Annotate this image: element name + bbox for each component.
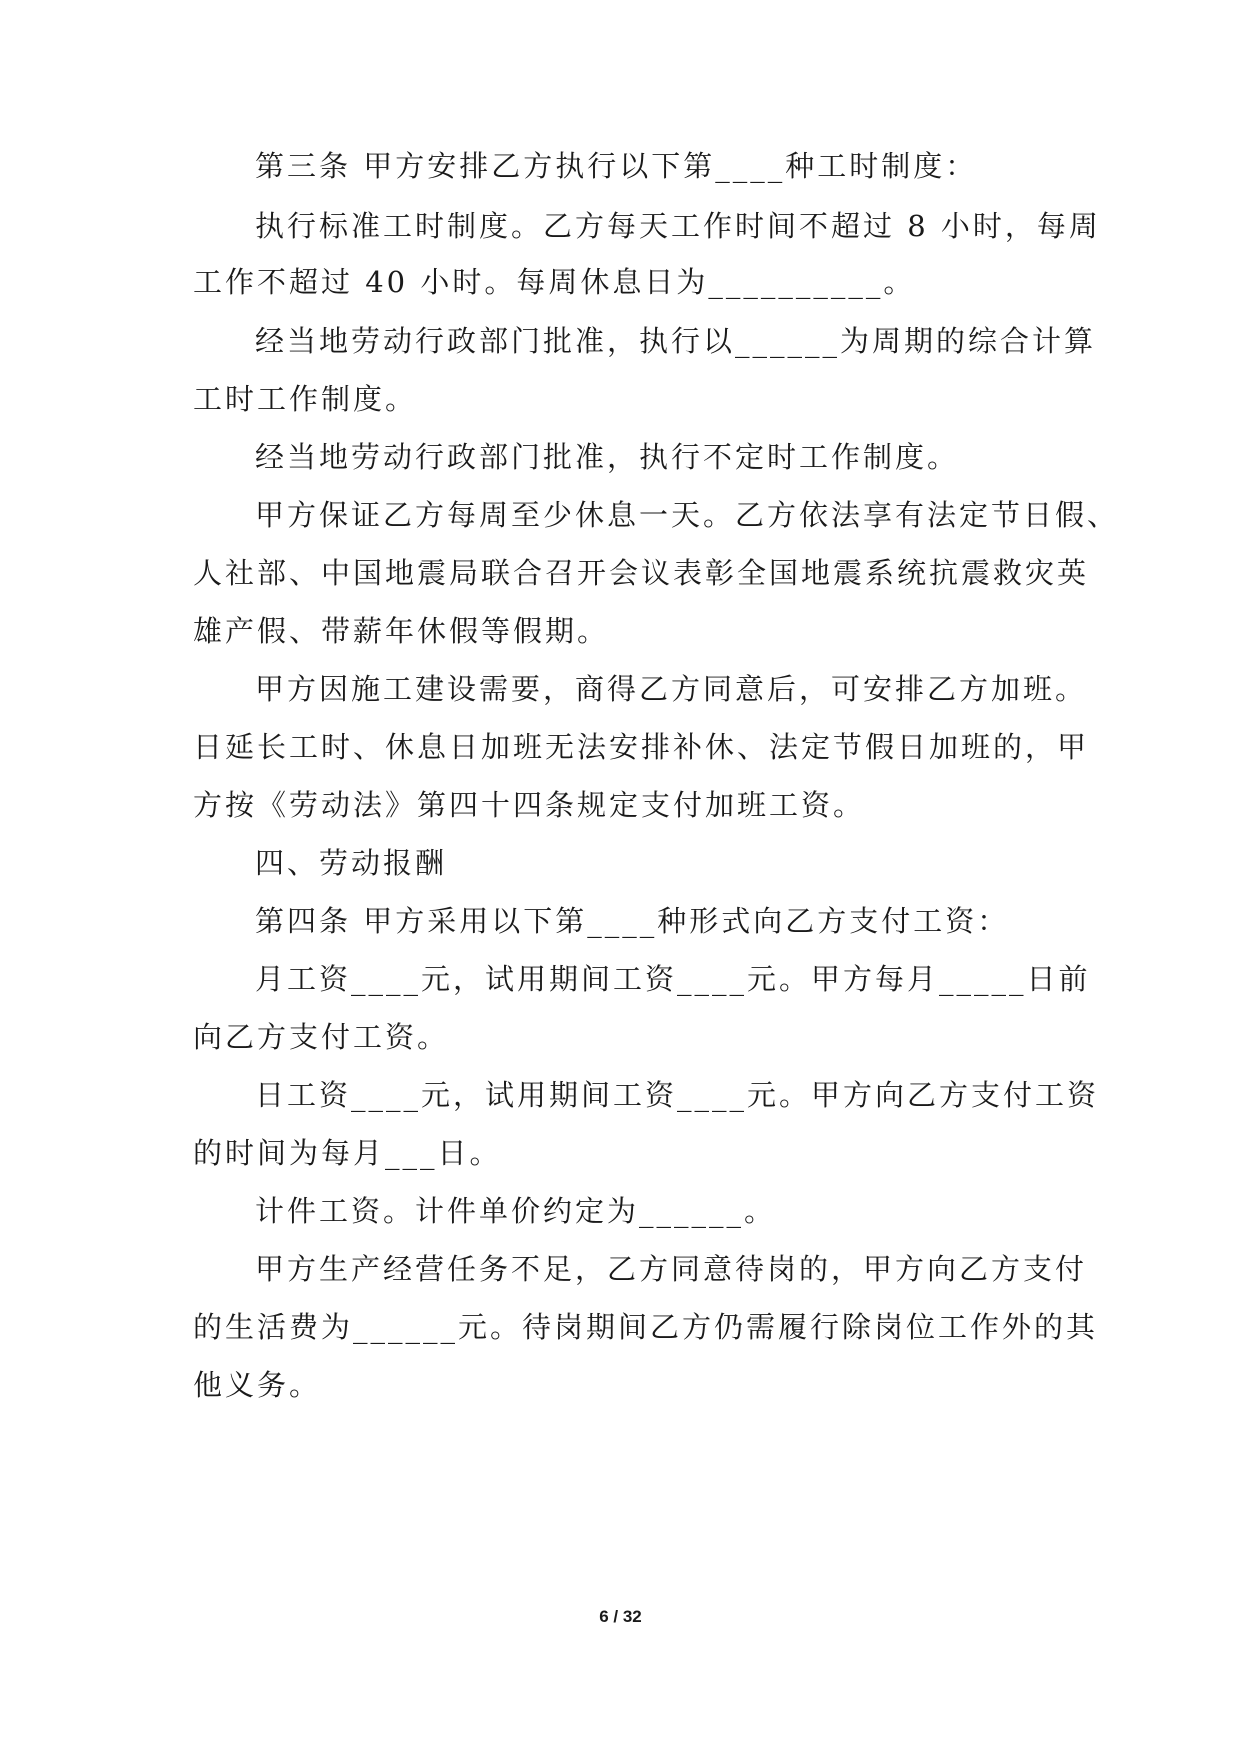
paragraph-line: 执行标准工时制度。乙方每天工作时间不超过 8 小时，每周	[255, 209, 1101, 243]
paragraph-line: 甲方生产经营任务不足，乙方同意待岗的，甲方向乙方支付	[255, 1252, 1088, 1286]
paragraph-line: 甲方因施工建设需要，商得乙方同意后，可安排乙方加班。	[255, 672, 1088, 706]
clause-4-title: 第四条 甲方采用以下第____种形式向乙方支付工资：	[255, 904, 1010, 938]
paragraph-line: 经当地劳动行政部门批准，执行不定时工作制度。	[255, 440, 960, 474]
paragraph-line: 工作不超过 40 小时。每周休息日为__________。	[193, 265, 916, 299]
paragraph-line: 的时间为每月___日。	[193, 1136, 502, 1170]
paragraph-line: 人社部、中国地震局联合召开会议表彰全国地震系统抗震救灾英	[193, 556, 1090, 590]
paragraph-line: 的生活费为______元。待岗期间乙方仍需履行除岗位工作外的其	[193, 1310, 1099, 1344]
paragraph-line: 计件工资。计件单价约定为______。	[255, 1194, 777, 1228]
page-number: 6 / 32	[599, 1607, 642, 1626]
paragraph-line: 雄产假、带薪年休假等假期。	[193, 614, 610, 648]
paragraph-line: 月工资____元，试用期间工资____元。甲方每月_____日前	[255, 962, 1091, 996]
clause-3-title: 第三条 甲方安排乙方执行以下第____种工时制度：	[255, 149, 978, 183]
section-heading: 四、劳动报酬	[255, 846, 448, 880]
paragraph-line: 工时工作制度。	[193, 382, 418, 416]
paragraph-line: 日工资____元，试用期间工资____元。甲方向乙方支付工资	[255, 1078, 1100, 1112]
paragraph-line: 甲方保证乙方每周至少休息一天。乙方依法享有法定节日假、	[255, 498, 1120, 532]
paragraph-line: 日延长工时、休息日加班无法安排补休、法定节假日加班的，甲	[193, 730, 1090, 764]
paragraph-line: 经当地劳动行政部门批准，执行以______为周期的综合计算	[255, 324, 1097, 358]
paragraph-line: 方按《劳动法》第四十四条规定支付加班工资。	[193, 788, 866, 822]
paragraph-line: 他义务。	[193, 1368, 322, 1402]
paragraph-line: 向乙方支付工资。	[193, 1020, 450, 1054]
